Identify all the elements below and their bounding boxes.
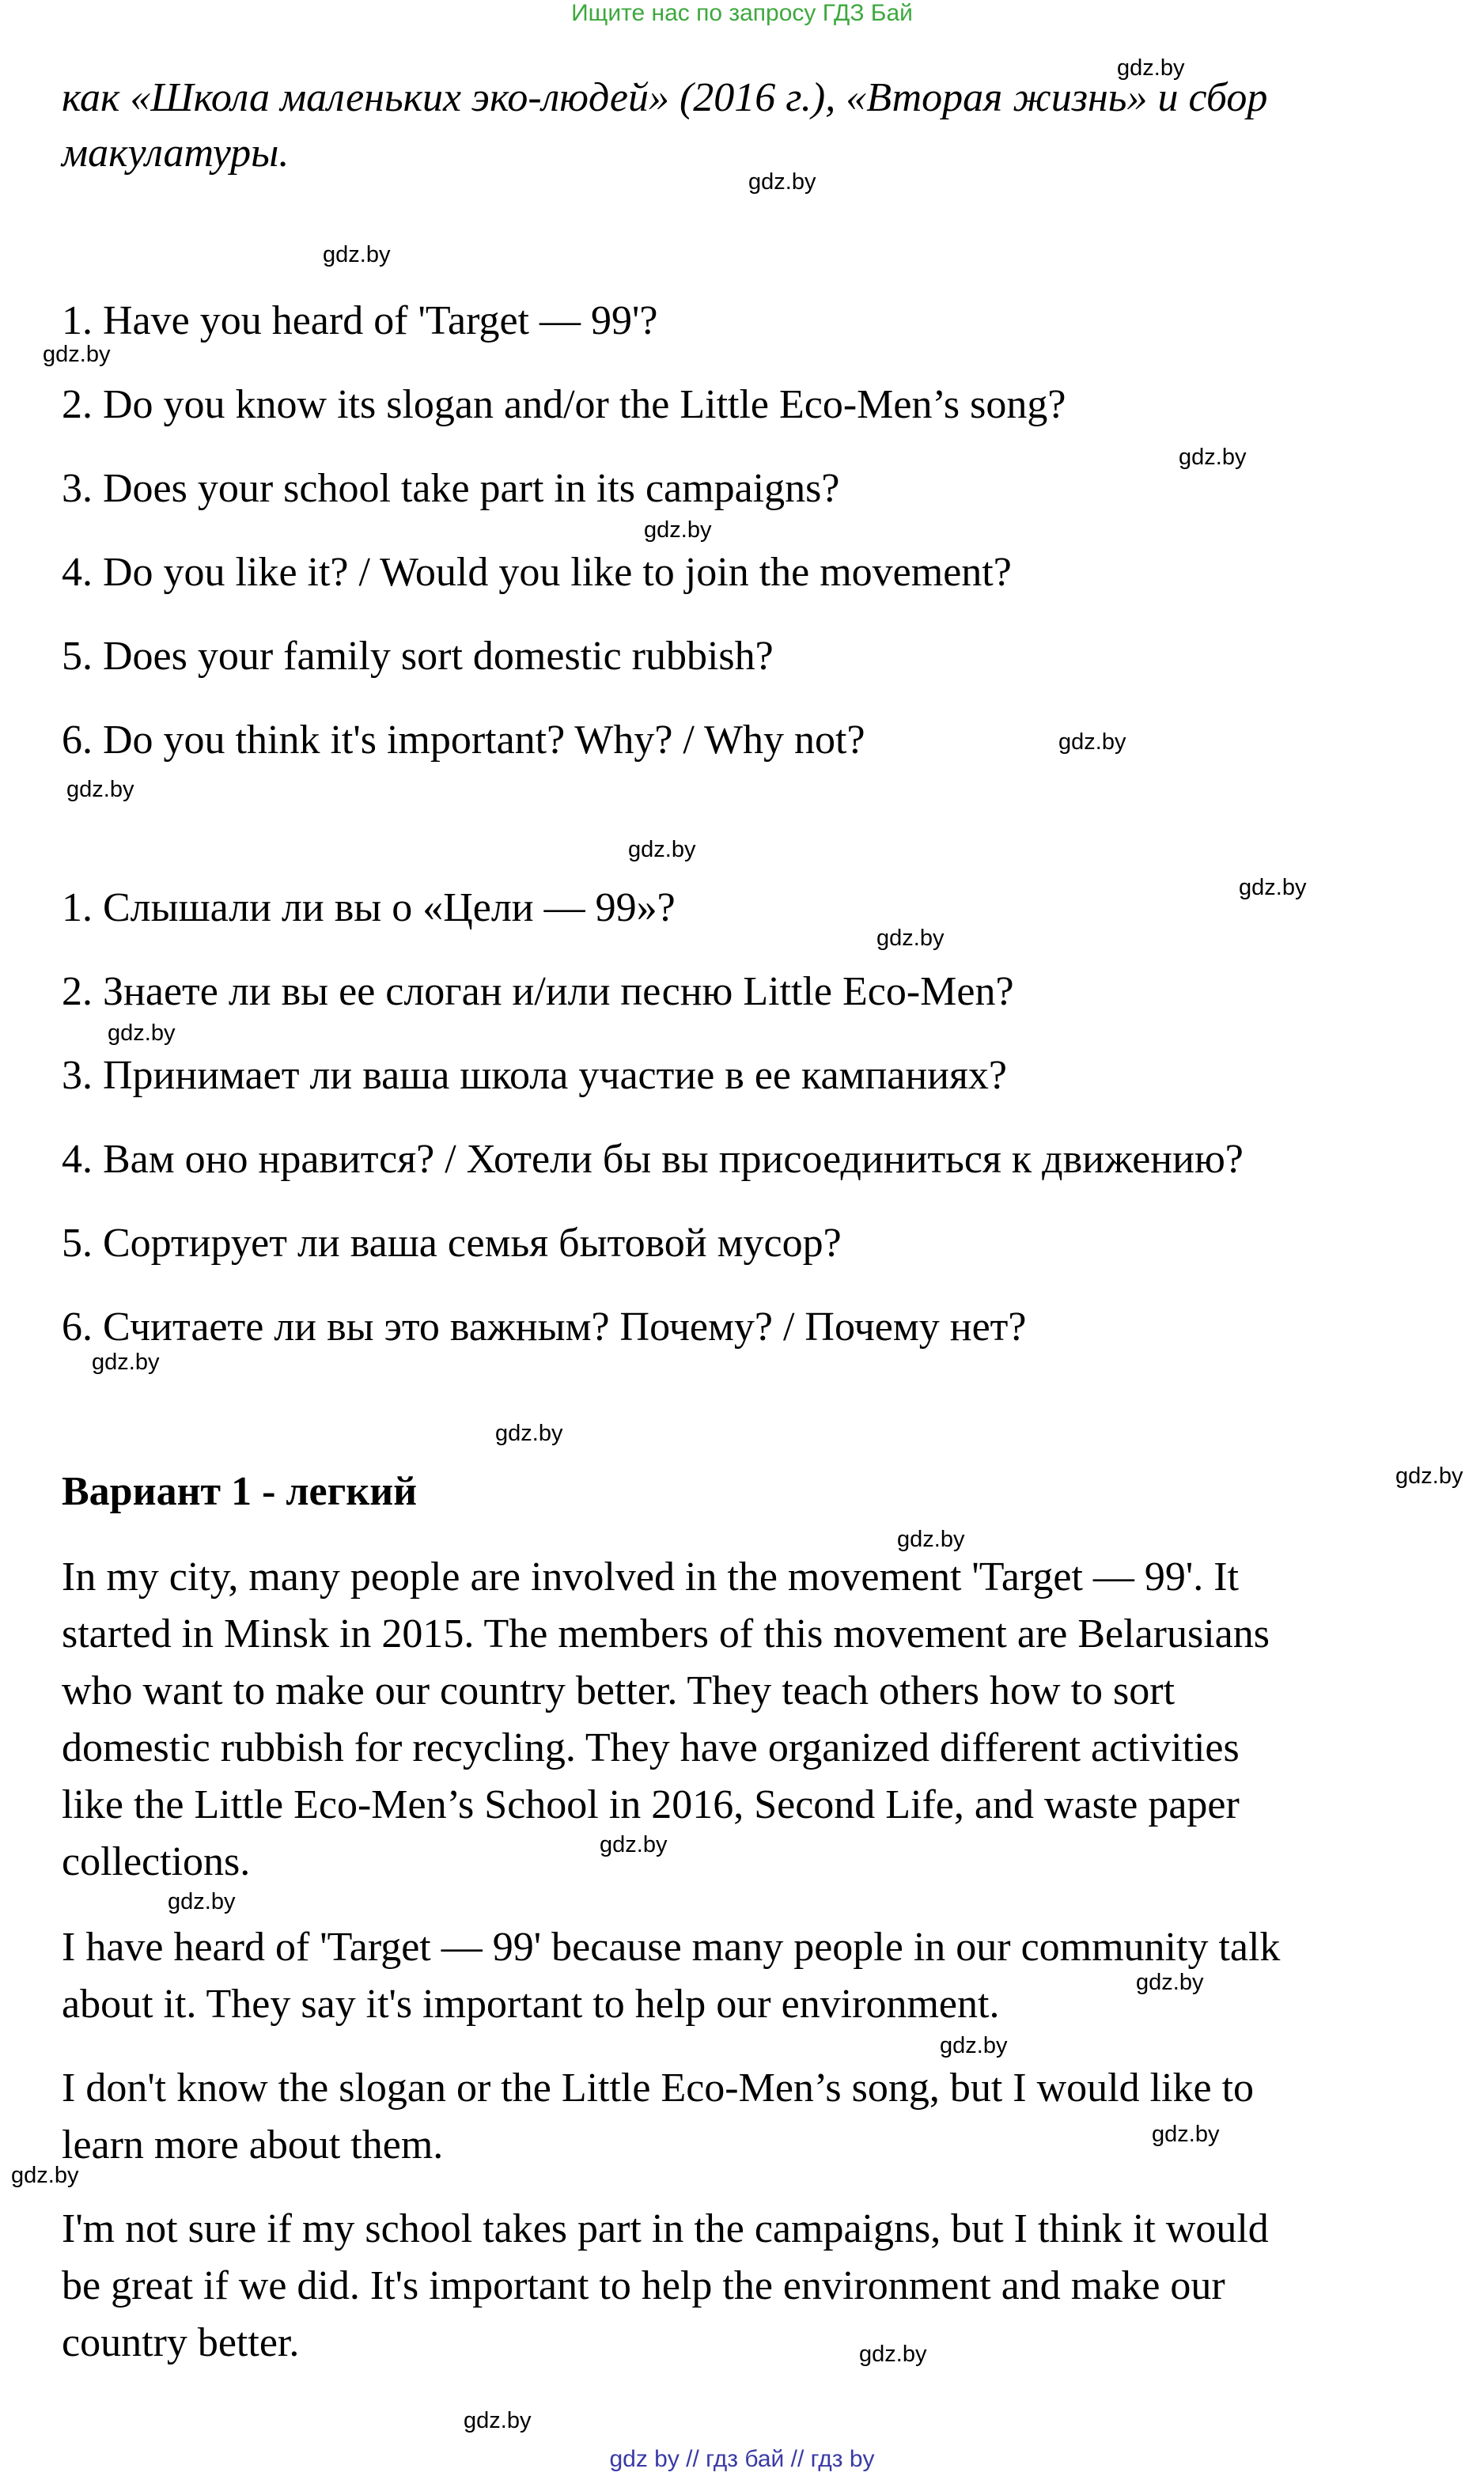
- question-en-6: 6. Do you think it's important? Why? / Why not?: [62, 717, 865, 763]
- watermark: gdz.by: [1395, 1463, 1463, 1489]
- question-ru-1: 1. Слышали ли вы о «Цели — 99»?: [62, 885, 676, 930]
- watermark: gdz.by: [1152, 2122, 1220, 2147]
- watermark: gdz.by: [600, 1832, 668, 1857]
- watermark: gdz.by: [1239, 875, 1307, 900]
- answer-paragraph-4-line: I'm not sure if my school takes part in the campaigns, but I think it would: [62, 2206, 1269, 2251]
- question-en-2: 2. Do you know its slogan and/or the Little Eco-Men’s song?: [62, 382, 1066, 427]
- question-en-5: 5. Does your family sort domestic rubbish?: [62, 634, 774, 679]
- watermark: gdz.by: [940, 2033, 1008, 2058]
- question-ru-2: 2. Знаете ли вы ее слоган и/или песню Little Eco-Men?: [62, 969, 1014, 1014]
- answer-paragraph-1-line: started in Minsk in 2015. The members of this movement are Belarusians: [62, 1611, 1270, 1656]
- watermark: gdz.by: [1179, 445, 1247, 470]
- answer-paragraph-1-line: domestic rubbish for recycling. They have organized different activities: [62, 1725, 1240, 1770]
- watermark: gdz.by: [66, 777, 134, 802]
- intro-line: макулатуры.: [62, 131, 290, 176]
- watermark: gdz.by: [108, 1020, 176, 1046]
- answer-paragraph-2-line: I have heard of 'Target — 99' because many people in our community talk: [62, 1925, 1281, 1970]
- question-en-4: 4. Do you like it? / Would you like to join the movement?: [62, 550, 1012, 595]
- question-en-1: 1. Have you heard of 'Target — 99'?: [62, 298, 658, 343]
- watermark: gdz.by: [748, 169, 816, 195]
- answer-paragraph-1-line: who want to make our country better. They teach others how to sort: [62, 1668, 1175, 1713]
- watermark: gdz.by: [644, 517, 712, 543]
- watermark: gdz.by: [859, 2342, 927, 2367]
- answer-paragraph-2-line: about it. They say it's important to help our environment.: [62, 1982, 1000, 2027]
- question-ru-5: 5. Сортирует ли ваша семья бытовой мусор?: [62, 1221, 842, 1266]
- watermark: gdz.by: [168, 1889, 236, 1914]
- watermark: gdz.by: [43, 342, 111, 367]
- watermark: gdz.by: [897, 1527, 965, 1552]
- answer-paragraph-3-line: learn more about them.: [62, 2122, 444, 2168]
- top-banner[interactable]: Ищите нас по запросу ГДЗ Бай: [571, 0, 913, 26]
- watermark: gdz.by: [495, 1421, 563, 1446]
- footer-links[interactable]: gdz by // гдз бай // гдз by: [609, 2446, 875, 2472]
- watermark: gdz.by: [1136, 1970, 1204, 1995]
- variant-heading: Вариант 1 - легкий: [62, 1469, 418, 1514]
- watermark: gdz.by: [464, 2408, 532, 2433]
- watermark: gdz.by: [323, 242, 391, 267]
- question-en-3: 3. Does your school take part in its campaigns?: [62, 466, 840, 511]
- answer-paragraph-4-line: country better.: [62, 2320, 300, 2365]
- watermark: gdz.by: [11, 2163, 79, 2188]
- answer-paragraph-3-line: I don't know the slogan or the Little Eco-Men’s song, but I would like to: [62, 2065, 1255, 2111]
- question-ru-3: 3. Принимает ли ваша школа участие в ее кампаниях?: [62, 1053, 1008, 1098]
- answer-paragraph-1-line: collections.: [62, 1839, 251, 1884]
- watermark: gdz.by: [92, 1350, 160, 1375]
- question-ru-6: 6. Считаете ли вы это важным? Почему? / Почему нет?: [62, 1304, 1027, 1350]
- answer-paragraph-4-line: be great if we did. It's important to help the environment and make our: [62, 2263, 1225, 2308]
- intro-line: как «Школа маленьких эко-людей» (2016 г.), «Вторая жизнь» и сбор: [62, 75, 1268, 120]
- watermark: gdz.by: [1117, 55, 1185, 81]
- watermark: gdz.by: [1058, 729, 1126, 755]
- answer-paragraph-1-line: like the Little Eco-Men’s School in 2016, Second Life, and waste paper: [62, 1782, 1240, 1827]
- question-ru-4: 4. Вам оно нравится? / Хотели бы вы присоединиться к движению?: [62, 1137, 1244, 1182]
- answer-paragraph-1-line: In my city, many people are involved in the movement 'Target — 99'. It: [62, 1554, 1240, 1600]
- watermark: gdz.by: [628, 837, 696, 862]
- watermark: gdz.by: [876, 926, 945, 951]
